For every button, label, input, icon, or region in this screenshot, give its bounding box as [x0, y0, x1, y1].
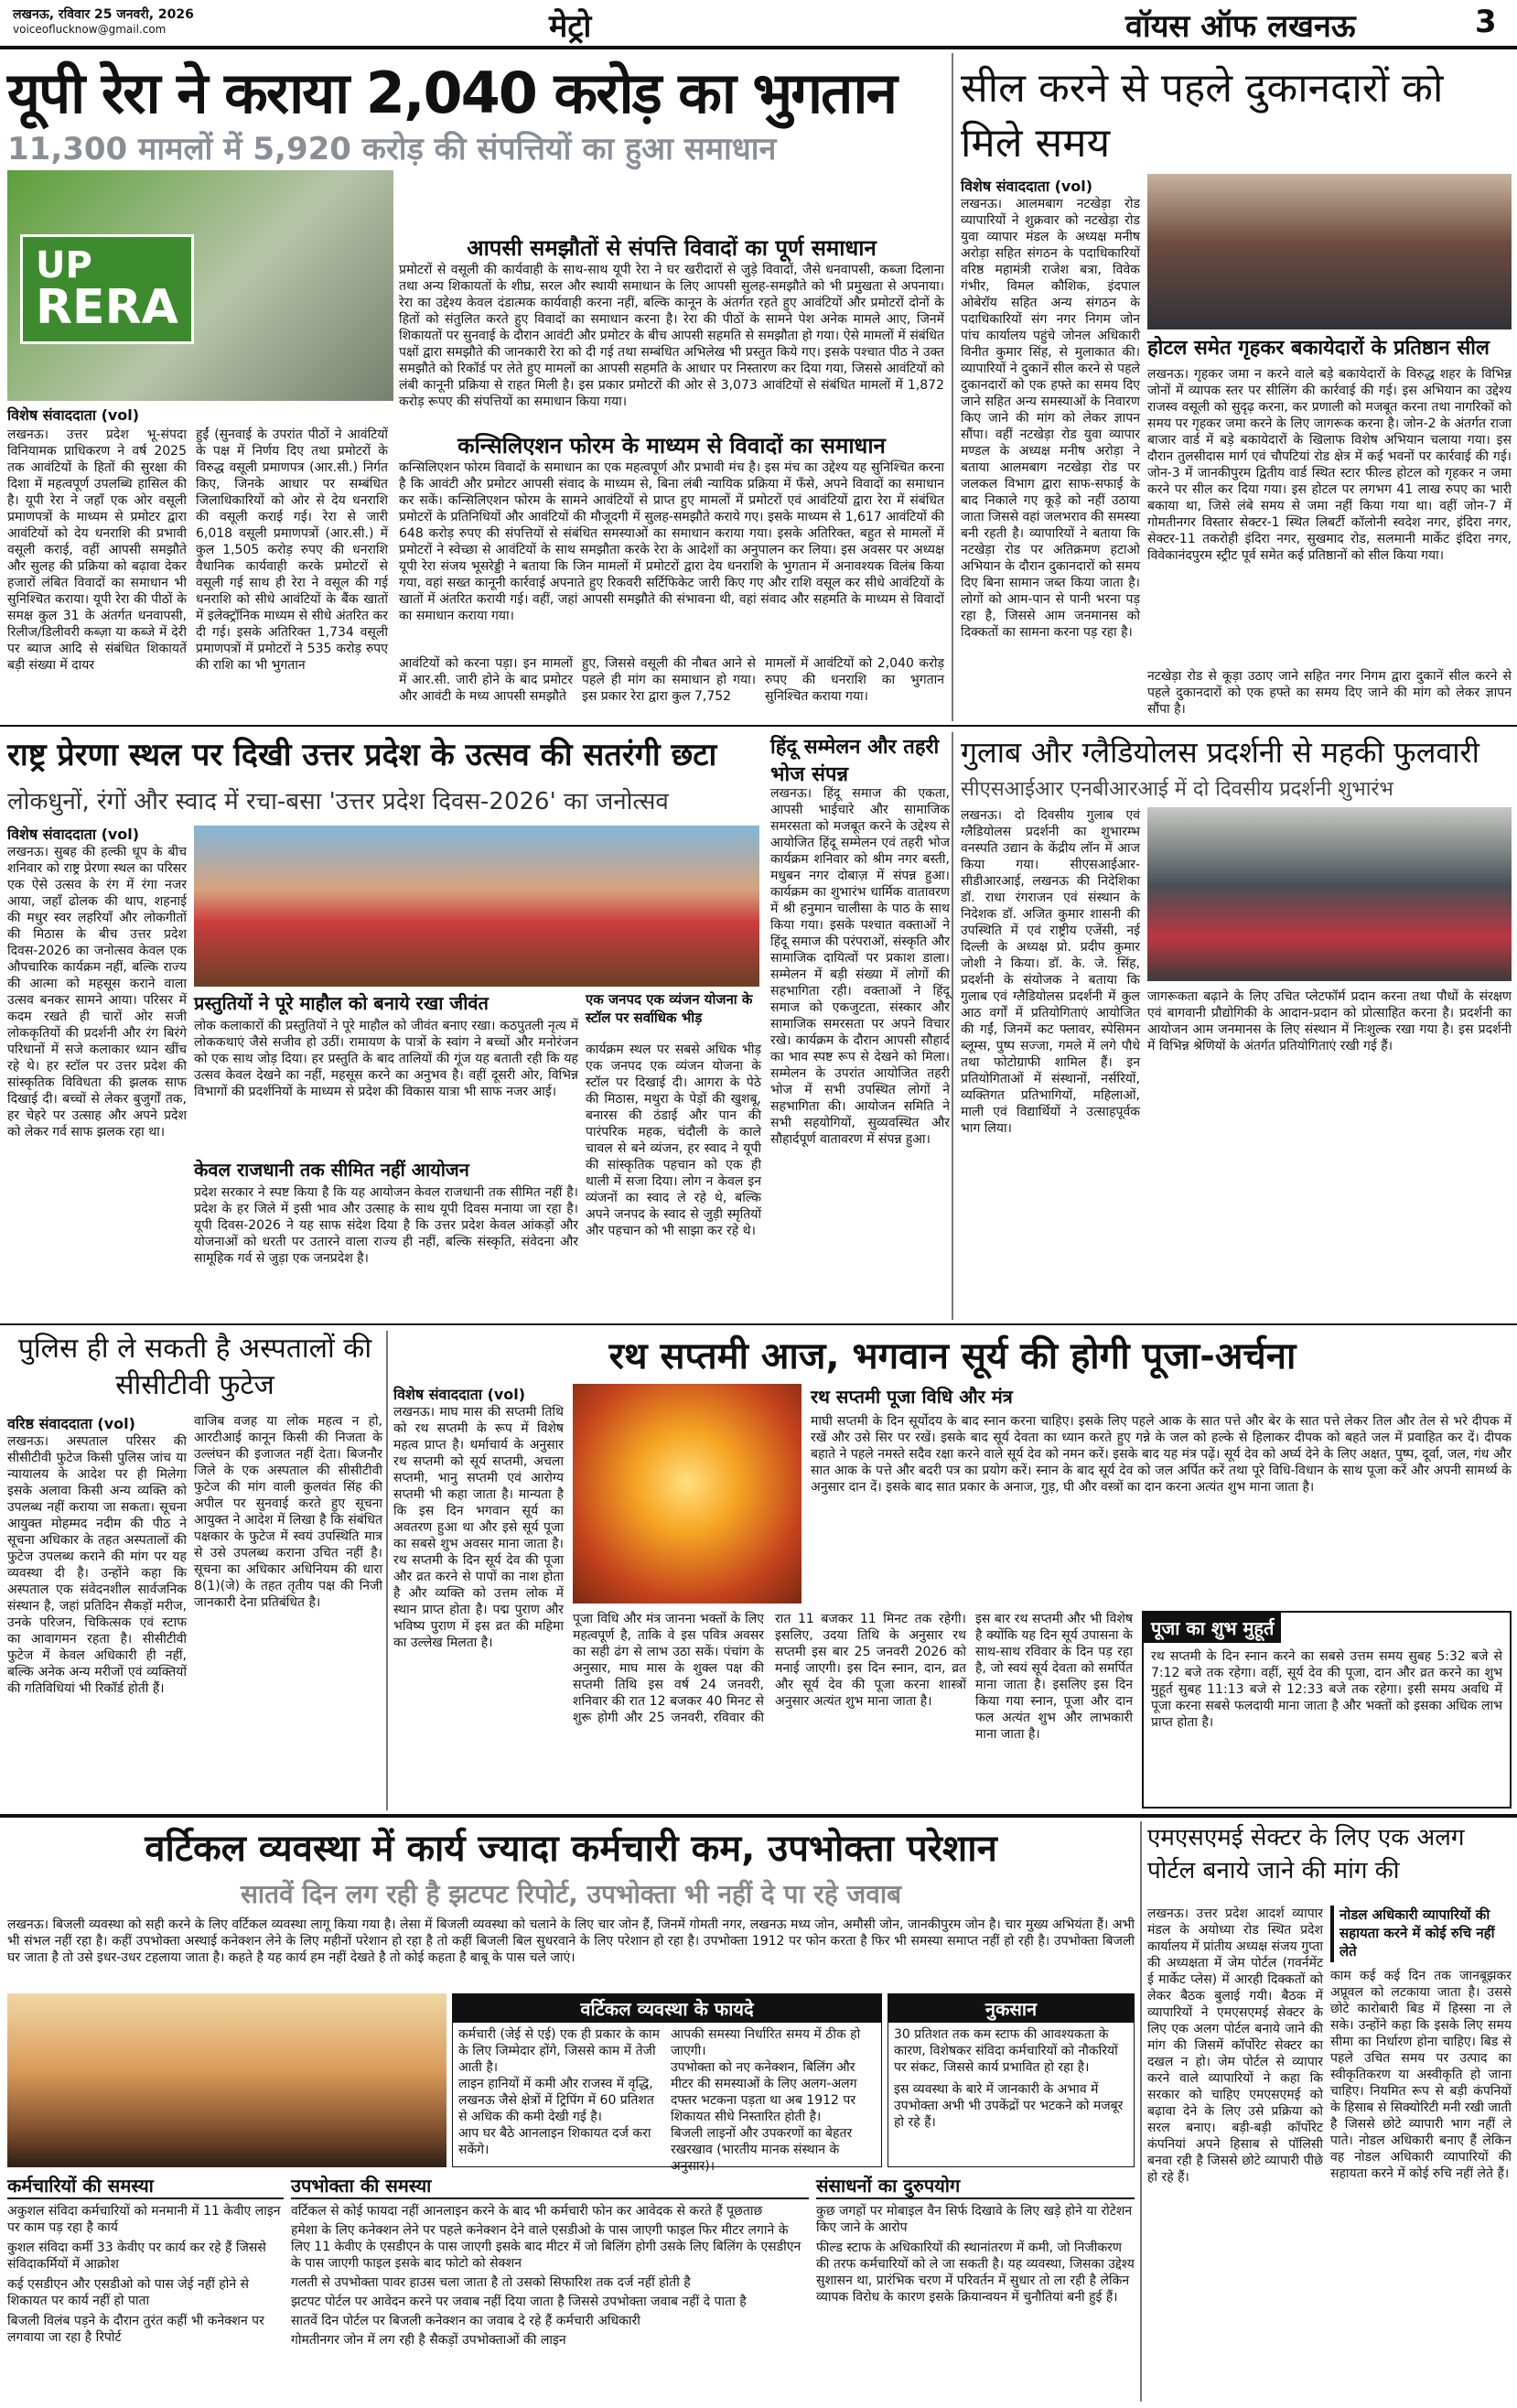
column-divider [1140, 1821, 1142, 2402]
page-number: 3 [1475, 4, 1497, 40]
flower-photo [1147, 807, 1512, 981]
rera-sec2-title: कन्सिलिएशन फोरम के माध्यम से विवादों का समाधान [457, 433, 886, 459]
utsav-col-left: लखनऊ। सुबह की हल्की धूप के बीच शनिवार को राष्ट्र प्रेरणा स्थल का परिसर एक ऐसे उत्सव के रंग में रंगा नजर आया, जहाँ ढोलक की थाप, शहनाई की मधुर स्वर लहरियाँ और लोकगीतों की मिठास के बीच उत्तर प्रदेश दिवस-2026 का जनोत्सव केवल एक औपचारिक कार्यक्रम नहीं, बल्कि राज्य की आत्मा को महसूस कराने वाला उत्सव बनकर सामने आया। परिसर में कदम रखते ही चारों ओर सजी लोककृतियों की प्रदर्शनी और रंग बिरंगे परिधानों में सजे कलाकार ध्यान खींच रहे थे। हर स्टॉल पर उत्तर प्रदेश की सांस्कृतिक विविधता की झलक साफ दिखाई दी। बच्चों से लेकर बुजुर्गों तक, हर चेहरे पर उत्साह और अपने प्रदेश को लेकर गर्व साफ झलक रहा था। [7, 845, 187, 1139]
list-item: फील्ड स्टाफ के अधिकारियों की स्थानांतरण में कमी, जो निजीकरण की तरफ कर्मचारियों को ले जा सकती है। यह व्यवस्था, जिसका उद्देश्य सुशासन था, प्रारंभिक चरण में परिवर्तन में सुधार तो ला रही है लेकिन व्यापक विरोध के कारण इसके क्रियान्वयन में चुनौतियां बनी हुई हैं। [816, 2241, 1135, 2305]
res-list [816, 2199, 1135, 2305]
list-item: कई एसडीएन और एसडीओ को पास जेई नहीं होने से शिकायत पर कार्य नहीं हो पाता [7, 2277, 250, 2308]
ratha-muhurat-box [1142, 1611, 1512, 1809]
section-title: मेट्रो [549, 8, 592, 45]
list-item: उपभोक्ता को नए कनेक्शन, बिलिंग और मीटर की समस्याओं के लिए अलग-अलग दफ्तर भटकना पड़ता था अब 1912 पर शिकायत सीधे निस्तारित होती है। [671, 2060, 857, 2124]
masthead-email: voiceoflucknow@gmail.com [13, 23, 167, 36]
flower-body2: जागरूकता बढ़ाने के लिए उचित प्लेटफॉर्म प्रदान करना तथा पौधों के संरक्षण एवं बागवानी प्रौद्योगिकी के आदान-प्रदान को प्रोत्साहित करना है। प्रदर्शनी का आयोजन आम जनमानस के लिए संस्थान में निःशुल्क रखा गया है। इस प्रदर्शनी में विभिन्न श्रेणियों के अंतर्गत प्रतियोगिताएं रखी गई हैं। [1147, 989, 1512, 1053]
police-byline: वरिष्ठ संवाददाता (vol) [7, 1415, 135, 1432]
hindu-body: लखनऊ। हिंदू समाज की एकता, आपसी भाईचारे और सामाजिक समरसता को मजबूत करने के उद्देश्य से आयोजित हिंदू सम्मेलन एवं तहरी भोज कार्यक्रम शनिवार को श्रीम नगर बस्ती, मधुबन नगर दोबाज़ में संपन्न हुआ। कार्यक्रम का शुभारंभ धार्मिक वातावरण में श्री हनुमान चालीसा के पाठ के साथ किया गया। इसके पश्चात वक्ताओं ने हिंदू समाज की परंपराओं, संस्कृति और सामाजिक दायित्वों पर प्रकाश डाला। सम्मेलन में बड़ी संख्या में लोगों की सहभागिता रही। वक्ताओं ने हिंदू समाज को एकजुटता, संस्कार और सामाजिक समरसता पर अपने विचार रखे। कार्यक्रम के दौरान आपसी सौहार्द का भाव स्पष्ट रूप से देखने को मिला। सम्मेलन के उपरांत आयोजित तहरी भोज में सभी उपस्थित लोगों ने सहभागिता की। आयोजन समिति ने सभी सहयोगियों, सुव्यवस्थित और सौहार्दपूर्ण वातावरण में संपन्न हुआ। [770, 786, 950, 1147]
vertical-benefits-box [452, 1993, 882, 2174]
utsav-side-body: कार्यक्रम स्थल पर सबसे अधिक भीड़ एक जनपद एक व्यंजन योजना के स्टॉल पर दिखाई दी। आगरा के पेठे की मिठास, मथुरा के पेड़ों की खुशबू, बनारस की ठंडाई और पान की पारंपरिक महक, चंदौली के काले चावल से बने व्यंजन, हर स्वाद ने यूपी की सांस्कृतिक पहचान को एक ही थाली में सजा दिया। लोग न केवल इन व्यंजनों का स्वाद ले रहे थे, बल्कि अपने जनपद के स्वाद से जुड़ी स्मृतियों और पहचान को भी साझा कर रहे थे। [586, 1042, 761, 1238]
ratha-mid-body: पूजा विधि और मंत्र जानना भक्तों के लिए महत्वपूर्ण है, ताकि वे इस पवित्र अवसर का सही ढंग से लाभ उठा सकें। पंचांग के अनुसार, माघ मास के शुक्ल पक्ष की सप्तमी तिथि इस वर्ष 24 जनवरी, शनिवार की रात 12 बजकर 40 मिनट से शुरू होगी और 25 जनवरी, रविवार की रात 11 बजकर 11 मिनट तक रहेगी। इसलिए, उदया तिथि के अनुसार रथ सप्तमी इस बार 25 जनवरी 2026 को मनाई जाएगी। इस दिन स्नान, दान, व्रत और सूर्य देव की पूजा करना शास्त्रों अनुसार अत्यंत शुभ माना जाता है। [573, 1612, 966, 1725]
list-item: 30 प्रतिशत तक कम स्टाफ की आवश्यकता के कारण, विशेषकर संविदा कर्मचारियों को नौकरियों पर संकट, जिससे कार्य प्रभावित हो रहा है। [894, 2027, 1118, 2075]
rera-photo [7, 170, 393, 401]
flower-subhead: सीएसआईआर एनबीआरआई में दो दिवसीय प्रदर्शनी शुभारंभ [961, 778, 1393, 801]
rera-logo: UP RERA [20, 234, 194, 344]
list-item: आपकी समस्या निर्धारित समय में ठीक हो जाएगी। [671, 2027, 861, 2058]
utsav-photo [194, 826, 759, 987]
utsav-subhead: लोकधुनों, रंगों और स्वाद में रचा-बसा 'उत्तर प्रदेश दिवस-2026' का जनोत्सव [7, 788, 669, 815]
utsav-p1-body: लोक कलाकारों की प्रस्तुतियों ने पूरे माहौल को जीवंत बनाए रखा। कठपुतली नृत्य में लोककथाएं जैसे सजीव हो उठीं। रामायण के पात्रों के स्वांग ने बच्चों और मनोरंजन को एक साथ जोड़ दिया। हर प्रस्तुति के बाद तालियों की गूंज यह बताती रही कि यह उत्सव केवल देखने का नहीं, महसूस करने का अनुभव है। वहीं दूसरी ओर, विभिन्न विभागों की प्रदर्शनियों के माध्यम से प्रदेश की विकास यात्रा भी साफ नजर आई। [194, 1019, 578, 1099]
seal-box-title: होटल समेत गृहकर बकायेदारों के प्रतिष्ठान सील [1147, 337, 1490, 360]
vertical-lead: लखनऊ। बिजली व्यवस्था को सही करने के लिए वर्टिकल व्यवस्था लागू किया गया है। लेसा में बिजली व्यवस्था को चलाने के लिए चार जोन हैं, जिनमें गोमती नगर, लखनऊ मध्य जोन, अमौसी जोन, जानकीपुरम जोन है। चार मुख्य अभियंता हैं। अभी भी संभल नहीं रहा है। कहीं उपभोक्ता अस्थाई कनेक्शन लेने के लिए महीनों परेशान हो रहा है तो कहीं बिजली बिल सुधरवाने के लिए परेशान हो रहा है। उपभोक्ता 1912 पर फोन करता है फिर भी समस्या समाप्त नहीं हो रही है। उपभोक्ता बिजली घर जाता है तो उसे इधर-उधर टहलाया जाता है। कहते है यह कार्य हम नहीं देखते है तो कोई कहता है बाबू के पास चले जाएं। [7, 1917, 1135, 1965]
rera-sec2-body: कन्सिलिएशन फोरम विवादों के समाधान का एक महत्वपूर्ण और प्रभावी मंच है। इस मंच का उद्देश्य यह सुनिश्चित करना है कि आवंटी और प्रमोटर आपसी संवाद के माध्यम से, बिना लंबी न्यायिक प्रक्रिया में फँसे, अपने विवादों का समाधान कर सकें। कन्सिलिएशन फोरम के सामने आवंटियों से प्राप्त हुए मामलों में प्रमोटरों एवं आवंटियों द्वारा रेरा में संबंधित प्रमोटरों के प्रतिनिधियों और आवंटियों की मौजूदगी में सुलह-समझौते कराये गए। इसके माध्यम से 1,617 आवंटियों की 648 करोड़ रुपए की संपत्तियों से संबंधित समस्याओं का समाधान कराया गया। इसके अतिरिक्त, बहुत से मामलों में प्रमोटरों ने स्वेच्छा से आवंटियों के साथ समझौता करके रेरा के आदेशों का अनुपालन कर लिया। इस अवसर पर अध्यक्ष यूपी रेरा संजय भूसरेड्डी ने बताया कि जिन मामलों में प्रमोटरों द्वारा देय धनराशि के भुगतान में अनावश्यक विलंब किया गया, वहां सख्त कानूनी कार्रवाई अपनाते हुए रिकवरी सर्टिफिकेट जारी किए गए और राशि वसूल कर सीधे आवंटियों के खातों में अंतरित करायी गई। वहीं, जहां आपसी समझौते की संभावना थी, वहां संवाद और सहमति के माध्यम से विवादों का समाधान कराया गया। [399, 460, 944, 623]
rera-lead-col2: हुईं (सुनवाई के उपरांत पीठों ने आवंटियों के पक्ष में निर्णय दिए तथा प्रमोटरों के विरुद्ध वसूली प्रमाणपत्र (आर.सी.) निर्गत किए, जिनके आधार पर सम्बंधित जिलाधिकारियों को ओर से देय धनराशि की वसूली कराई गई। रेरा से जारी 6,018 वसूली प्रमाणपत्रों (आर.सी.) में कुल 1,505 करोड़ रुपए की धनराशि वैधानिक कार्यवाही करके प्रमोटरों से वसूली गई साथ ही रेरा ने वसूल की गई धनराशि को सीधे आवंटियों के बैंक खातों में इलेक्ट्रॉनिक माध्यम से सीधे अंतरित कर दी गई। इसके अतिरिक्त 1,734 वसूली प्रमाणपत्रों में प्रमोटरों ने 535 करोड़ रुपए की राशि का भी भुगतान [196, 427, 388, 673]
column-divider [952, 53, 953, 721]
list-item: लाइन हानियों में कमी और राजस्व में वृद्धि, लखनऊ जैसे क्षेत्रों में ट्रिपिंग में 60 प्रतिशत से अधिक की कमी देखी गई है। [458, 2077, 654, 2124]
list-item: सातवें दिन पोर्टल पर बिजली कनेक्शन का जवाब दे रहे हैं कर्मचारी अधिकारी [291, 2314, 640, 2328]
rera-lead-col1: लखनऊ। उत्तर प्रदेश भू-संपदा विनियामक प्राधिकरण ने वर्ष 2025 तक आवंटियों के हितों की सुरक्षा की दिशा में महत्वपूर्ण उपलब्धि हासिल की है। यूपी रेरा ने जहाँ एक ओर वसूली प्रमाणपत्रों के माध्यम से प्रमोटर द्वारा आवंटियों को देय धनराशि की प्रभावी वसूली कराई, वहीं आपसी समझौते और सुलह की प्रक्रिया को बढ़ावा देकर हजारों लंबित विवादों का समाधान भी सुनिश्चित कराया। यूपी रेरा की पीठों के समक्ष कुल 31 के अंतर्गत धनवापसी, रिलीज/डिलीवरी कब्ज़ा या कब्जे में देरी पर ब्याज आदि से संबंधित शिकायतें बड़ी संख्या में दायर [7, 427, 187, 673]
list-item: कर्मचारी (जेई से एई) एक ही प्रकार के काम के लिए जिम्मेदार होंगे, जिससे काम में तेजी आती है। [458, 2027, 660, 2075]
seal-byline: विशेष संवाददाता (vol) [961, 178, 1093, 195]
ratha-left-body: लखनऊ। माघ मास की सप्तमी तिथि को रथ सप्तमी के रूप में विशेष महत्व प्राप्त है। धर्माचार्य के अनुसार रथ सप्तमी को सूर्य सप्तमी, अचला सप्तमी, भानु सप्तमी एवं आरोग्य सप्तमी भी कहा जाता है। मान्यता है कि इस दिन भगवान सूर्य का अवतरण हुआ था और इसे सूर्य पूजा का सबसे शुभ अवसर माना जाता है। रथ सप्तमी के दिन सूर्य देव की पूजा और व्रत करने से पापों का नाश होता है और व्यक्ति को उत्तम लोक में स्थान प्राप्त होता है। पद्म पुराण और भविष्य पुराण में इस व्रत की महिमा का उल्लेख मिलता है। [393, 1405, 564, 1650]
ratha-byline: विशेष संवाददाता (vol) [393, 1386, 526, 1403]
police-body2: वाजिब वजह या लोक महत्व न हो, आरटीआई कानून किसी की निजता के उल्लंघन की इजाजत नहीं देता। बिजनौर जिले के एक अस्पताल की सीसीटीवी फुटेज की मांग वाली कुलवंत सिंह की अपील पर सुनवाई करते हुए सूचना आयुक्त ने आदेश में लिखा है कि संबंधित पक्षकार के फुटेज में स्वयं उपस्थिति मात्र से उसे उपलब्ध कराना उचित नहीं है। सूचना का अधिकार अधिनियम की धारा 8(1)(जे) के तहत तृतीय पक्ष की निजी जानकारी देना प्रतिबंधित है। [194, 1414, 382, 1610]
ratha-headline: रथ सप्तमी आज, भगवान सूर्य की होगी पूजा-अर्चना [608, 1335, 1296, 1377]
utsav-p2-body: प्रदेश सरकार ने स्पष्ट किया है कि यह आयोजन केवल राजधानी तक सीमित नहीं है। प्रदेश के हर जिले में इसी भाव और उत्साह के साथ यूपी दिवस मनाया जा रहा है। यूपी दिवस-2026 ने यह साफ संदेश दिया है कि उत्तर प्रदेश केवल आंकड़ों और योजनाओं को धरती पर उतारने वाला राज्य ही नहीं, बल्कि संस्कृति, संवेदना और सामूहिक गर्व से जुड़ा एक जनप्रदेश है। [194, 1185, 578, 1266]
utsav-headline: राष्ट्र प्रेरणा स्थल पर दिखी उत्तर प्रदेश के उत्सव की सतरंगी छटा [7, 737, 717, 773]
flower-body: लखनऊ। दो दिवसीय गुलाब एवं ग्लैडियोलस प्रदर्शनी का शुभारम्भ वनस्पति उद्यान के केंद्रीय लॉन में आज किया गया। सीएसआईआर-सीडीआरआई, लखनऊ की निदेशिका डॉ. राधा रंगराजन एवं संस्थान के निदेशक डॉ. अजित कुमार शासनी की उपस्थिति में एवं राष्ट्रीय एजेंसी, नई दिल्ली के अध्यक्ष प्रो. प्रदीप कुमार जोशी ने किया। डॉ. के. जे. सिंह, प्रदर्शनी के संयोजक ने बताया कि गुलाब एवं ग्लैडियोलस प्रदर्शनी में कुल आठ वर्गों में प्रतियोगिताएं आयोजित की गईं, जिनमें कट फ्लावर, स्पेसिमन ब्लूम्स, पुष्प सज्जा, गमले में लगे पौधे तथा फोटोग्राफी शामिल हैं। इन प्रतियोगिताओं में संस्थानों, नर्सरियों, व्यक्तिगत प्रतिभागियों, महिलाओं, माली एवं विद्यार्थियों ने उत्साहपूर्वक भाग लिया। [961, 808, 1140, 1136]
ratha-muhurat-body: रथ सप्तमी के दिन स्नान करने का सबसे उत्तम समय सुबह 5:32 बजे से 7:12 बजे तक रहेगा। वहीं, सूर्य देव की पूजा, दान और व्रत करने का शुभ मुहूर्त सुबह 11:13 बजे से 12:33 बजे तक रहेगा। इसी समय अवधि में पूजा करना सबसे फलदायी माना जाता है और भक्तों को इसका अधिक लाभ प्राप्त होता है। [1151, 1649, 1502, 1730]
seal-body2: नटखेड़ा रोड से कूड़ा उठाए जाने सहित नगर निगम द्वारा दुकानें सील करने से पहले दुकानदारों को एक हफ्ते का समय दिए जाने की मांग को लेकर ज्ञापन सौंपा है। [1147, 669, 1512, 717]
msme-headline: एमएसएमई सेक्टर के लिए एक अलग पोर्टल बनाये जाने की मांग की [1147, 1824, 1465, 1884]
msme-body2: काम कई कई दिन तक जानबूझकर अप्रूवल को लटकाया जाता है। उससे छोटे कारोबारी बिड में हिस्सा ना ले सके। उन्होंने कहा कि इसके लिए समय सीमा का निर्धारण होना चाहिए। बिड से पहले उचित समय पर उत्पाद का स्वीकृतिकरण या अस्वीकृति हो जाना चाहिए। नियमित रूप से बड़ी कंपनियों के हिसाब से सिक्योरिटी मनी रखी जाती है जिससे छोटे व्यापारी भाग नहीं ले पाते। नोडल अधिकारी बनाए हैं लेकिन वह नोडल अधिकारी व्यापारियों की सहायता करने में कोई रुचि नहीं लेते हैं। [1330, 1969, 1512, 2181]
rera-headline: यूपी रेरा ने कराया 2,040 करोड़ का भुगतान [7, 59, 896, 126]
utsav-side-title: एक जनपद एक व्यंजन योजना के स्टॉल पर सर्वाधिक भीड़ [586, 991, 753, 1026]
list-item: बिजली विलंब पड़ने के दौरान तुरंत कहीं भी कनेक्शन पर लगवाया जा रहा है रिपोर्ट [7, 2314, 264, 2345]
vertical-emp-box [7, 2173, 284, 2402]
vertical-emp-title: कर्मचारियों की समस्या [7, 2173, 284, 2199]
msme-callout: नोडल अधिकारी व्यापारियों की सहायता करने में कोई रुचि नहीं लेते [1330, 1906, 1512, 1962]
list-item: अकुशल संविदा कर्मचारियों को मनमानी में 11 केवीए लाइन पर काम पड़ रहा है कार्य [7, 2204, 281, 2235]
vertical-cons-title: उपभोक्ता की समस्या [291, 2173, 809, 2199]
rera-bottom-col2: हुए, जिससे वसूली की नौबत आने से पहले ही मांग का समाधान हो गया। इस प्रकार रेरा द्वारा कुल 7,752 [582, 656, 756, 704]
loss-list [888, 2023, 1134, 2134]
msme-body: लखनऊ। उत्तर प्रदेश आदर्श व्यापार मंडल के अयोध्या रोड स्थित प्रदेश कार्यालय में प्रांतीय अध्यक्ष संजय गुप्ता की अध्यक्षता में जेम पोर्टल (गवर्नमेंट ई मार्केट प्लेस) में आरही दिक्कतों को लेकर बैठक बुलाई गयी। बैठक में व्यापारियों ने एमएसएमई सेक्टर के लिए एक अलग पोर्टल बनाये जाने की मांग की जिसमें कॉर्पोरेट सेक्टर का दखल न हो। जेम पोर्टल से व्यापार करने वाले व्यापारियों ने कहा कि सरकार को चाहिए एमएसएमई को बढ़ावा देने के लिए उसे प्रक्रिया को सरल बनाए। बड़ी-बड़ी कॉर्पोरेट कंपनियां अपने हिसाब से पॉलिसी बनवा रही है जिससे छोटे व्यापारी पीछे हो रहे हैं। [1147, 1906, 1323, 2185]
masthead-dateline [13, 7, 194, 37]
masthead-rule [0, 46, 1517, 49]
list-item: झटपट पोर्टल पर आवेदन करने पर जवाब नहीं दिया जाता है जिससे उपभोक्ता जवाब नहीं दे पाता है [291, 2295, 747, 2309]
column-divider [952, 732, 953, 1320]
list-item: आप घर बैठे आनलाइन शिकायत दर्ज करा सकेंगे। [458, 2126, 651, 2157]
police-body: लखनऊ। अस्पताल परिसर की सीसीटीवी फुटेज किसी पुलिस जांच या न्यायालय के आदेश पर ही मिलेगा इसके अलावा किसी अन्य व्यक्ति को उपलब्ध नहीं कराया जा सकता। सूचना आयुक्त मोहम्मद नदीम की पीठ ने सूचना अधिकार के तहत अस्पतालों की फुटेज उपलब्ध कराने की मांग पर यह व्यवस्था दी है। उन्होंने कहा कि अस्पताल एक संवेदनशील सार्वजनिक संस्थान है, जहां प्रतिदिन सैकड़ों मरीज, उनके परिजन, चिकित्सक एवं स्टाफ का आवागमन रहता है। सीसीटीवी फुटेज में केवल अधिकारी ही नहीं, बल्कि अनेक अन्य मरीजों एवं व्यक्तियों की गतिविधियां भी रिकॉर्ड होती हैं। [7, 1434, 187, 1696]
section-rule [0, 725, 1517, 727]
ratha-muhurat-title: पूजा का शुभ मुहूर्त [1144, 1613, 1281, 1643]
benefits-left-list [458, 2026, 663, 2175]
ratha-vidhi-body: माघी सप्तमी के दिन सूर्योदय के बाद स्नान करना चाहिए। इसके लिए पहले आक के सात पत्ते और बेर के सात पत्ते लेकर तिल और तेल से भरे दीपक में रखें और उसे सिर पर रखें। इसके बाद सूर्य देवता का ध्यान करते हुए गन्ने के जल को हल्के से हिलाकर दीपक को बहते जल में प्रवाहित कर दें। दीपक बहाते ने पहले नमस्ते सदैव रक्षा करने वाले सूर्य देव को नमन करें। इसके बाद यह मंत्र पढ़ें। सूर्य देव को अर्घ्य देने के लिए अक्षत, पुष्प, दूर्वा, जल, गंध और सात आक के पत्ते और बदरी पत्र का प्रयोग करें। स्नान के बाद सूर्य देव को जल अर्पित करें तथा पूरे विधि-विधान के साथ पूजा करें और अपनी सामर्थ्य के अनुसार दान दें। इसके बाद सात प्रकार के अनाज, गुड़, घी और वस्त्रों का दान करना अत्यंत शुभ माना जाता है। [811, 1414, 1512, 1495]
rera-bottom-col3: मामलों में आवंटियों को 2,040 करोड़ रुपए की धनराशि का भुगतान सुनिश्चित कराया गया। [765, 656, 944, 704]
list-item: इस व्यवस्था के बारे में जानकारी के अभाव में उपभोक्ता अभी भी उपकेंद्रों पर भटकने को मजबूर हो रहे हैं। [894, 2082, 1124, 2130]
utsav-byline: विशेष संवाददाता (vol) [7, 826, 140, 843]
list-item: गोमतीनगर जोन में लग रही है सैकड़ों उपभोक्ताओं की लाइन [291, 2333, 566, 2348]
rera-subhead: 11,300 मामलों में 5,920 करोड़ की संपत्तियों का हुआ समाधान [7, 131, 777, 167]
vertical-headline: वर्टिकल व्यवस्था में कार्य ज्यादा कर्मचारी कम, उपभोक्ता परेशान [145, 1828, 997, 1870]
ratha-vidhi-title: रथ सप्तमी पूजा विधि और मंत्र [811, 1386, 1013, 1408]
column-divider [386, 1331, 388, 1810]
rera-byline: विशेष संवाददाता (vol) [7, 406, 140, 424]
vertical-subhead: सातवें दिन लग रही है झटपट रिपोर्ट, उपभोक्ता भी नहीं दे पा रहे जवाब [240, 1879, 902, 1909]
vertical-benefits-title: वर्टिकल व्यवस्था के फायदे [453, 1994, 881, 2023]
list-item: गलती से उपभोक्ता पावर हाउस चला जाता है तो उसको सिफारिश तक दर्ज नहीं होती है [291, 2275, 691, 2290]
vertical-cons-box [291, 2173, 809, 2402]
section-rule [0, 1814, 1517, 1818]
seal-photo [1147, 174, 1512, 329]
hindu-headline: हिंदू सम्मेलन और तहरी भोज संपन्न [770, 736, 940, 786]
vertical-res-title: संसाधनों का दुरुपयोग [816, 2173, 1135, 2199]
rera-sec1-body: प्रमोटरों से वसूली की कार्यवाही के साथ-साथ यूपी रेरा ने घर खरीदारों से जुड़े विवादों, जैसे धनवापसी, कब्जा दिलाना तथा अन्य शिकायतों के शीघ्र, सरल और स्थायी समाधान के लिए आपसी सुलह-समझौते को भी प्रमुखता से अपनाया। रेरा का उद्देश्य केवल दंडात्मक कार्यवाही करना नहीं, बल्कि कानून के अंतर्गत रहते हुए आवंटियों और प्रमोटरों दोनों के हितों को संतुलित करते हुए विवादों का समाधान करना है। रेरा की पीठों के सामने पेश अनेक मामले आए, जिनमें शिकायतों पर सुनवाई के दौरान आवंटी और प्रमोटर के बीच आपसी सहमति से समझौता हो गया। ऐसे मामलों में संबंधित पक्षों द्वारा समझौते की जानकारी रेरा को दी गई तथा सम्बंधित अभिलेख भी प्रस्तुत किये गए। इसके पश्चात पीठ ने उक्त समझौते को रिकॉर्ड पर लेते हुए मामलों का आपसी सहमति के आधार पर निस्तारण कर दिया गया, जिससे आवंटियों को लंबी कानूनी प्रक्रिया से राहत मिली है। इस प्रकार प्रमोटरों की ओर से 3,073 आवंटियों से संबंधित मामलों में 1,872 करोड़ रूपए की संपत्तियों का समाधान किया गया। [399, 263, 944, 409]
benefits-right-list [671, 2026, 876, 2175]
list-item: कुछ जगहों पर मोबाइल वैन सिर्फ दिखावे के लिए खड़े होने या रोटेशन किए जाने के आरोप [816, 2204, 1133, 2235]
masthead-date: लखनऊ, रविवार 25 जनवरी, 2026 [13, 7, 194, 22]
newspaper-name: वॉयस ऑफ लखनऊ [1125, 8, 1356, 45]
cons-list [291, 2199, 809, 2349]
flower-headline: गुलाब और ग्लैडियोलस प्रदर्शनी से महकी फुलवारी [961, 735, 1479, 770]
vertical-photo [7, 1993, 446, 2167]
list-item: हमेशा के लिए कनेक्शन लेने पर पहले कनेक्शन देने वाले एसडीओ के पास जाएगी फाइल फिर मीटर लगाने के लिए 11 केवीए के एसडीएन के पास जाएगी इसके बाद मीटर में जो बिलिंग होगी उसके लिए बिलिंग के एसडीएन के पास जाएगी फाइल इसके बाद फोटो को सेक्शन [291, 2223, 802, 2271]
utsav-p2-title: केवल राजधानी तक सीमित नहीं आयोजन [194, 1159, 469, 1181]
list-item: बिजली लाइनों और उपकरणों का बेहतर रखरखाव (भारतीय मानक संस्थान के अनुसार)। [671, 2126, 853, 2174]
ratha-photo [573, 1384, 802, 1604]
police-headline: पुलिस ही ले सकती है अस्पतालों की सीसीटीवी फुटेज [17, 1333, 372, 1401]
vertical-loss-title: नुकसान [888, 1994, 1134, 2023]
seal-body: लखनऊ। आलमबाग नटखेड़ा रोड व्यापारियों ने शुक्रवार को नटखेड़ा रोड युवा व्यापार मंडल के अध्यक्ष मनीष अरोड़ा सहित संगठन के पदाधिकारियों वरिष्ठ महामंत्री राजेश बत्रा, विवेक गंभीर, विमल कौशिक, इंदपाल ओबेरॉय सहित अन्य संगठन के पदाधिकारियों संग नगर निगम जोन पांच कार्यालय पहुंचे जोनल अधिकारी विनीत कुमार सिंह, से मुलाकात की। व्यापारियों ने दुकानें सील करने से पहले दुकानदारों को एक हफ्ते का समय दिए जाने सहित अन्य समस्याओं के निवारण किए जाने की मांग को लेकर ज्ञापन सौंपा। वहीं नटखेड़ा रोड युवा व्यापार मण्डल के अध्यक्ष मनीष अरोड़ा ने बताया आलमबाग नटखेड़ा रोड पर जलकल विभाग द्वारा साफ-सफाई के बाद निकाले गए कूड़े को नहीं उठाया जाता जिससे वहां जलभराव की समस्या बनी रहती है। व्यापारियों ने बताया कि नटखेड़ा रोड पर अतिक्रमण हटाओ अभियान के दौरान दुकानदारों को समय दिए बिना सामान जब्त किया जाता है। लोगों को आम-पान से पानी भरना पड़ रहा है, जिससे आम जनमानस को दिक्कतों का सामना करना पड़ रहा है। [961, 197, 1140, 640]
seal-box-body: लखनऊ। गृहकर जमा न करने वाले बड़े बकायेदारों के विरुद्ध शहर के विभिन्न जोनों में व्यापक स्तर पर सीलिंग की कार्रवाई की गई। इस अभियान का उद्देश्य राजस्व वसूली को सुदृढ़ करना, कर प्रणाली को मजबूत करना तथा नागरिकों को समय पर गृहकर जमा करने के लिए जागरूक करना है। जोन-2 के अंतर्गत राजा बाजार वार्ड में बड़े बकायेदारों के खिलाफ विशेष अभियान चलाया गया। इस दौरान तुलसीदास मार्ग एवं चौपटियां रोड क्षेत्र में कई भवनों पर कार्रवाई की गई। जोन-3 में जानकीपुरम द्वितीय वार्ड स्थित स्टार फील्ड होटल को गृहकर न जमा करने पर सील कर दिया गया। इस होटल पर लगभग 41 लाख रुपए का भारी बकाया था, जिसे लंबे समय से जमा नहीं किया गया था। वहीं जोन-7 में गोमतीनगर विस्तार सेक्टर-1 स्थित लिबर्टी कॉलोनी स्वदेश नगर, इंदिरा नगर, सेक्टर-11 तकरोही इंदिरा नगर, सुखमाद रोड, सलमानी मार्केट इंदिरा नगर, विवेकानंदपुरम स्ट्रीट पूर्व समेत कई प्रतिष्ठानों को सील किया गया। [1147, 367, 1512, 563]
utsav-p1-title: प्रस्तुतियों ने पूरे माहौल को बनाये रखा जीवंत [194, 992, 489, 1014]
vertical-loss-box [888, 1993, 1135, 2167]
section-rule [0, 1323, 1517, 1325]
list-item: कुशल संविदा कर्मी 33 केवीए पर कार्य कर रहे हैं जिससे संविदाकर्मियों में आक्रोश [7, 2241, 266, 2272]
list-item: वर्टिकल से कोई फायदा नहीं आनलाइन करने के बाद भी कर्मचारी फोन कर आवेदक से करते हैं पूछताछ [291, 2204, 763, 2219]
emp-list [7, 2199, 284, 2346]
vertical-res-box [816, 2173, 1135, 2402]
rera-bottom-col1: आवंटियों को करना पड़ा। इन मामलों में आर.सी. जारी होने के बाद प्रमोटर और आवंटी के मध्य आपसी समझौते [399, 656, 573, 704]
seal-headline: सील करने से पहले दुकानदारों को मिले समय [961, 65, 1444, 167]
ratha-right-body: इस बार रथ सप्तमी और भी विशेष है क्योंकि यह दिन सूर्य उपासना के साथ-साथ रविवार के दिन पड़ रहा है, जो स्वयं सूर्य देवता को समर्पित माना जाता है। इसलिए इस दिन किया गया स्नान, पूजा और दान फल अत्यंत शुभ और लाभकारी माना जाता है। [975, 1612, 1133, 1742]
rera-sec1-title: आपसी समझौतों से संपत्ति विवादों का पूर्ण समाधान [467, 235, 877, 261]
